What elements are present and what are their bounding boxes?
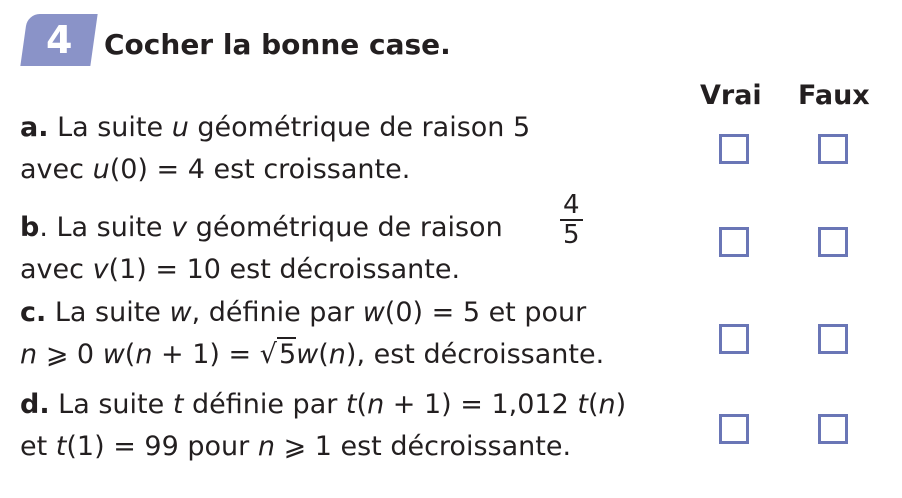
column-header-vrai: Vrai [700, 80, 762, 111]
fraction: $\frac{4}{5}$ [560, 191, 583, 249]
exercise-number: 4 [45, 18, 73, 62]
checkbox-c-vrai[interactable] [719, 324, 749, 354]
checkbox-d-vrai[interactable] [719, 414, 749, 444]
exercise-title: Cocher la bonne case. [104, 28, 451, 61]
statement-label: c. [20, 297, 47, 328]
statement-a-line2: avec u(0) = 4 est croissante. [20, 154, 411, 185]
checkbox-c-faux[interactable] [818, 324, 848, 354]
statement-label: b [20, 212, 40, 243]
checkbox-b-vrai[interactable] [719, 227, 749, 257]
statement-d [20, 384, 626, 468]
checkbox-a-faux[interactable] [818, 134, 848, 164]
statement-c-line1: c. La suite w, définie par w(0) = 5 et pour [20, 297, 587, 328]
statement-d-line1: d. La suite t définie par t(n + 1) = 1,012 t(n) [20, 389, 627, 420]
statement-c-line2: n ⩾ 0 w(n + 1) = √5w(n), est décroissante. [20, 334, 604, 376]
statement-label: d. [20, 389, 50, 420]
statement-label: a. [20, 112, 49, 143]
checkbox-b-faux[interactable] [818, 227, 848, 257]
square-root: √5 [259, 339, 297, 370]
column-header-faux: Faux [798, 80, 870, 111]
checkbox-a-vrai[interactable] [719, 134, 749, 164]
statement-b-line1: b. La suite v géométrique de raison $\frac{4}{5}$ [20, 207, 503, 249]
statement-a-line1: a. La suite u géométrique de raison 5 [20, 112, 531, 143]
exercise-number-badge [20, 14, 97, 66]
statement-c [20, 292, 604, 376]
statement-b-line2: avec v(1) = 10 est décroissante. [20, 254, 461, 285]
checkbox-d-faux[interactable] [818, 414, 848, 444]
statement-a [20, 107, 530, 191]
statement-d-line2: et t(1) = 99 pour n ⩾ 1 est décroissante. [20, 431, 572, 462]
statement-b [20, 190, 580, 291]
